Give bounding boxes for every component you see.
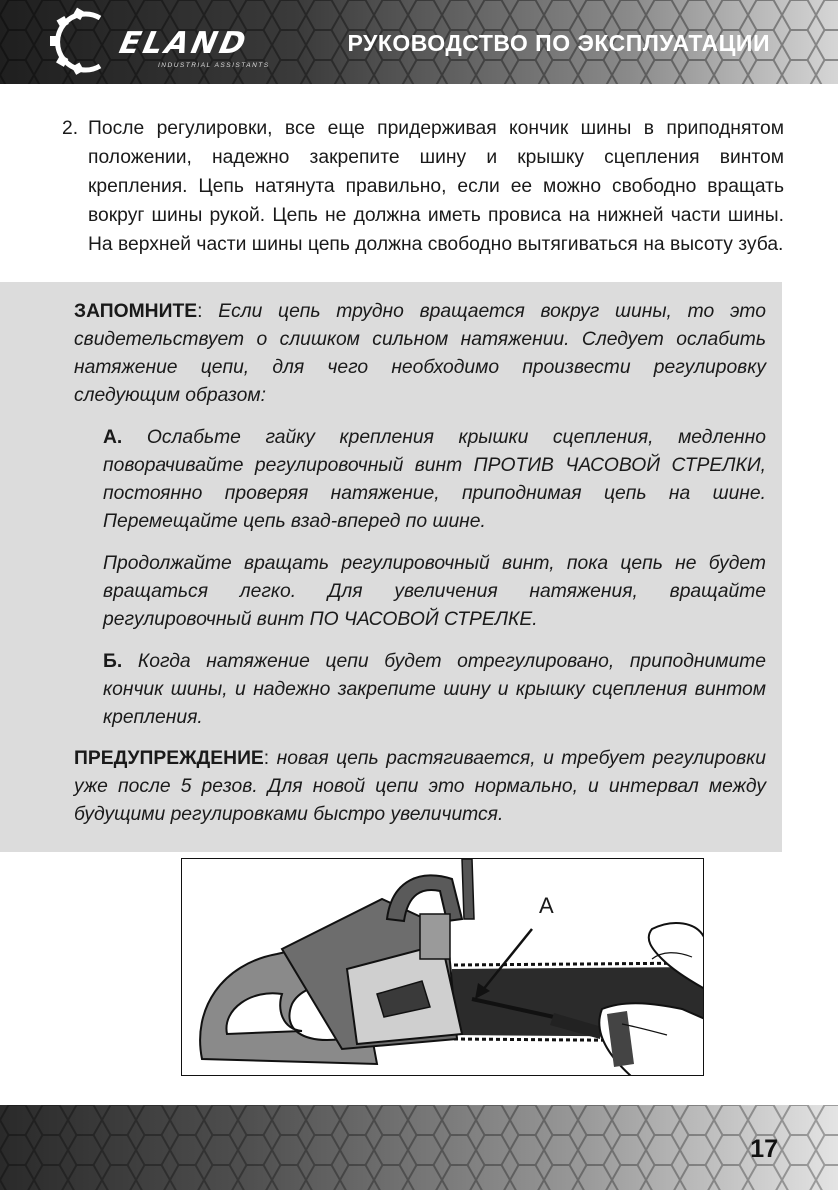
step-a-label: А. [103,427,123,448]
warning-text: новая цепь растягивается, и требует регулировки уже после 5 резов. Для новой цепи это нормально, и интервал между будущими регулировками быстро увеличится. [74,748,766,825]
step-item [62,114,784,259]
brand-tagline: INDUSTRIAL ASSISTANTS [158,62,270,69]
page-title: РУКОВОДСТВО ПО ЭКСПЛУАТАЦИИ [347,30,770,56]
page-number: 17 [750,1135,778,1163]
step-a-paragraph [103,424,766,536]
note-box [0,282,782,852]
step-number: 2. [62,118,79,139]
step-text: После регулировки, все еще придерживая кончик шины в приподнятом положении, надежно закрепите шину и крышку сцепления винтом крепления. Цепь натянута правильно, если ее можно свободно вращать вокруг шины рукой. Цепь не должна иметь провиса на нижней части шины. На верхней части шины цепь должна свободно вытягиваться на высоту зуба. [88,118,784,255]
eland-logo [40,6,280,76]
page-header [0,0,838,84]
warning-paragraph [74,745,766,829]
remember-label: ЗАПОМНИТЕ [74,301,198,322]
chainsaw-drawing [182,859,704,1076]
figure-label-a: A [539,893,554,918]
step-b-text: Когда натяжение цепи будет отрегулировано, приподнимите кончик шины, и надежно закрепите шину и крышку сцепления винтом крепления. [103,651,766,728]
step-a-text: Ослабьте гайку крепления крышки сцепления, медленно поворачивайте регулировочный винт ПРОТИВ ЧАСОВОЙ СТРЕЛКИ, постоянно проверяя натяжение, приподнимая цепь на шине. Перемещайте цепь взад-вперед по шине. [103,427,766,532]
step-b-label: Б. [103,651,123,672]
warning-colon: : [263,748,270,769]
remember-colon: : [197,301,203,322]
page-footer [0,1105,838,1190]
remember-text: Если цепь трудно вращается вокруг шины, то это свидетельствует о слишком сильном натяжении. Следует ослабить натяжение цепи, для чего необходимо произвести регулировку следующим образом: [74,301,766,406]
hexagon-pattern [0,1105,838,1190]
warning-label: ПРЕДУПРЕЖДЕНИЕ [74,748,264,769]
chainsaw-illustration [181,858,704,1076]
continue-paragraph: Продолжайте вращать регулировочный винт, пока цепь не будет вращаться легко. Для увеличения натяжения, вращайте регулировочный винт ПО ЧАСОВОЙ СТРЕЛКЕ. [103,553,766,630]
remember-paragraph [74,298,766,410]
brand-name: ELAND [116,26,252,61]
step-b-paragraph [103,648,766,732]
